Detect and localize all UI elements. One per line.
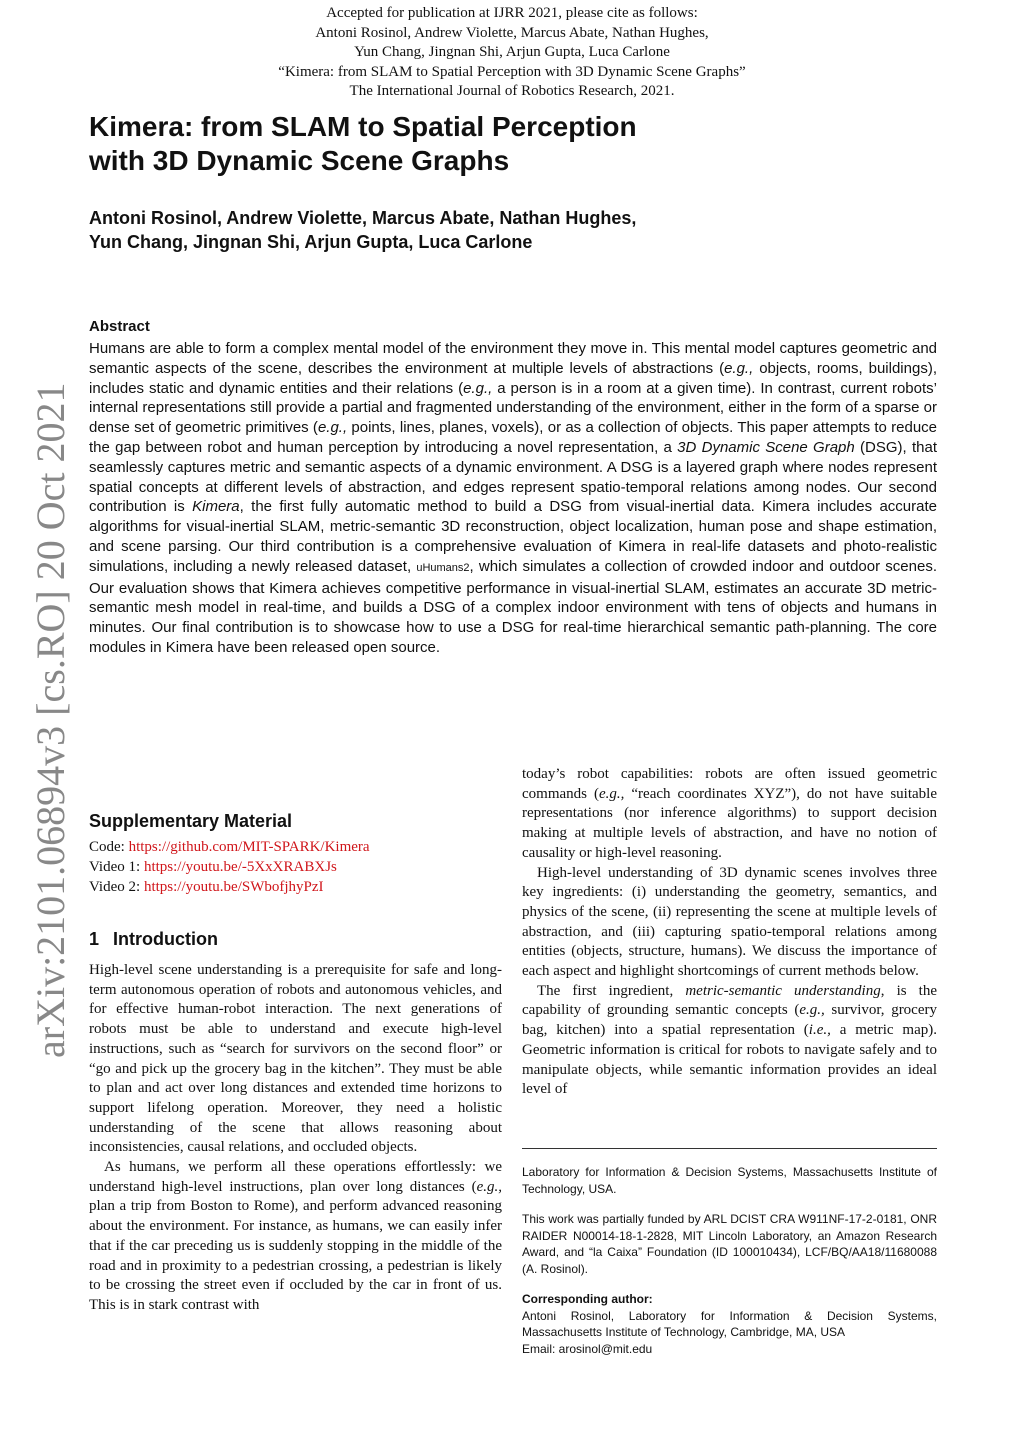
abstract-text: , the first fully automatic method to build a DSG from visual-inertial data. Kimera includes accurate algorithms for visual-inertial SLAM, metric-semantic 3D reconstruction, object localization, human pose and shape estimation, and scene parsing. Our third contribution is a comprehensive evaluation of Kimera in real-life datasets and photo-realistic simulations, including a newly released dataset, xyxy=(89,498,938,575)
notice-line: Yun Chang, Jingnan Shi, Arjun Gupta, Luca Carlone xyxy=(354,44,670,60)
abstract-text: a person is in a room at a given time). In contrast, current robots’ internal representations still provide a partial and fragmented understanding of the environment, either in the form of a sparse or dense set of geometric primitives ( xyxy=(89,379,937,437)
notice-line: “Kimera: from SLAM to Spatial Perception with 3D Dynamic Scene Graphs” xyxy=(278,63,746,80)
paragraph xyxy=(522,765,937,864)
video-1-link[interactable]: https://youtu.be/-5XxXRABXJs xyxy=(143,858,337,875)
paragraph-text: plan a trip from Boston to Rome), and perform advanced reasoning about the environment. For instance, as humans, we can easily infer that if the car preceding us is suddenly stopping in the middle of the road and in proximity to a pedestrian crossing, a pedestrian is likely to be crossing the street even if occluded by the car in front of us. This is in stark contrast with xyxy=(89,1198,502,1313)
supplementary-label: Video 2: xyxy=(89,878,144,895)
section-number: 1 xyxy=(89,929,100,949)
arxiv-stamp: arXiv:2101.06894v3 [cs.RO] 20 Oct 2021 xyxy=(28,382,73,1058)
abstract-heading: Abstract xyxy=(89,318,150,335)
title-line: with 3D Dynamic Scene Graphs xyxy=(89,145,510,176)
notice-line: The International Journal of Robotics Research, 2021. xyxy=(349,83,675,99)
abstract-emphasis: 3D Dynamic Scene Graph xyxy=(677,438,855,456)
abstract-emphasis: Kimera xyxy=(192,498,240,516)
code-link[interactable]: https://github.com/MIT-SPARK/Kimera xyxy=(128,839,370,855)
author-line: Antoni Rosinol, Andrew Violette, Marcus Abate, Nathan Hughes, xyxy=(89,208,637,228)
paragraph: High-level scene understanding is a prerequisite for safe and long-term autonomous operation of robots and autonomous vehicles, and for effective human-robot interaction. The next generations of robots must be able to understand and execute high-level instructions, such as “search for survivors on the second floor” or “go and pick up the grocery bag in the kitchen”. They must be able to plan and act over long distances and extended time horizons to support lifelong operation. Moreover, they need a holistic understanding of the scene that allows reasoning about inconsistencies, causal relations, and occluded objects. xyxy=(89,962,502,1156)
paragraph-emphasis: e.g., xyxy=(476,1178,502,1195)
corresponding-email[interactable]: Email: arosinol@mit.edu xyxy=(522,1341,653,1356)
paragraph-text: “reach coordinates XYZ”), do not have suitable representations (nor inference algorithms) to support decision making at multiple levels of abstraction, and have no notion of causality or high-level reasoning. xyxy=(522,785,938,861)
abstract-body xyxy=(89,339,937,658)
left-column xyxy=(89,961,502,1316)
abstract-text: (DSG), that seamlessly captures metric and semantic aspects of a dynamic environment. A DSG is a layered graph where nodes represent spatial concepts at different levels of abstraction, and edges represent spatio-temporal relations among nodes. Our second contribution is xyxy=(89,438,937,516)
section-heading xyxy=(89,929,218,950)
paragraph-text: today’s robot capabilities: robots are often issued geometric commands ( xyxy=(522,766,937,802)
dataset-name: uHumans2 xyxy=(416,561,470,574)
notice-line: Accepted for publication at IJRR 2021, please cite as follows: xyxy=(326,5,698,21)
paragraph xyxy=(522,982,937,1100)
affiliation-note: Laboratory for Information & Decision Systems, Massachusetts Institute of Technology, USA. xyxy=(522,1165,937,1196)
right-column xyxy=(522,765,937,1100)
paragraph xyxy=(89,1158,502,1316)
paragraph-text: a metric map). Geometric information is critical for robots to navigate safely and to manipulate objects, while semantic information provides an ideal level of xyxy=(522,1022,937,1098)
supplementary-item xyxy=(89,838,370,858)
supplementary-item xyxy=(89,858,370,878)
corresponding-author xyxy=(522,1291,937,1357)
abstract-text: points, lines, planes, voxels), or as a collection of objects. This paper attempts to reduce the gap between robot and human perception by introducing a novel representation, a xyxy=(89,419,937,456)
author-line: Yun Chang, Jingnan Shi, Arjun Gupta, Luca Carlone xyxy=(89,232,533,252)
supplementary-label: Video 1: xyxy=(89,858,144,875)
corresponding-title: Corresponding author: xyxy=(522,1292,653,1306)
video-2-link[interactable]: https://youtu.be/SWbofjhyPzI xyxy=(143,878,324,895)
footnote-divider xyxy=(522,1148,937,1149)
abstract-emphasis: e.g., xyxy=(463,379,493,397)
title-line: Kimera: from SLAM to Spatial Perception xyxy=(89,111,637,142)
author-list xyxy=(89,206,789,254)
abstract-emphasis: e.g., xyxy=(724,359,754,377)
abstract-emphasis: e.g., xyxy=(317,419,348,437)
supplementary-list xyxy=(89,838,370,897)
supplementary-item xyxy=(89,878,370,898)
corresponding-text: Antoni Rosinol, Laboratory for Information & Decision Systems, Massachusetts Institute of Technology, Cambridge, MA, USA xyxy=(522,1308,937,1339)
paragraph-emphasis: e.g., xyxy=(799,1002,825,1019)
paragraph-emphasis: metric-semantic understanding xyxy=(685,982,881,999)
abstract-text: objects, rooms, buildings), includes static and dynamic entities and their relations ( xyxy=(89,359,937,397)
abstract-text: , which simulates a collection of crowded indoor and outdoor scenes. Our evaluation shows that Kimera achieves competitive performance in visual-inertial SLAM, estimates an accurate 3D metric-semantic mesh model in real-time, and builds a DSG of a complex indoor environment with tens of objects and humans in minutes. Our final contribution is to showcase how to use a DSG for real-time hierarchical semantic path-planning. The core modules in Kimera have been released open source. xyxy=(89,557,938,656)
abstract-text: Humans are able to form a complex mental model of the environment they move in. This mental model captures geometric and semantic aspects of the scene, describes the environment at multiple levels of abstractions ( xyxy=(89,340,937,377)
paragraph-text: survivor, grocery bag, kitchen) into a spatial representation ( xyxy=(522,1002,937,1039)
paragraph-emphasis: i.e., xyxy=(808,1022,831,1039)
paragraph: High-level understanding of 3D dynamic scenes involves three key ingredients: (i) understanding the geometry, semantics, and physics of the scene, (ii) representing the scene at multiple levels of abstraction, and (iii) capturing spatio-temporal relations among entities (objects, structure, humans). We discuss the importance of each aspect and highlight shortcomings of current methods below. xyxy=(522,864,937,980)
citation-notice xyxy=(0,4,1024,102)
notice-line: Antoni Rosinol, Andrew Violette, Marcus Abate, Nathan Hughes, xyxy=(315,24,709,41)
funding-note: This work was partially funded by ARL DCIST CRA W911NF-17-2-0181, ONR RAIDER N00014-18-1-2828, MIT Lincoln Laboratory, an Amazon Research Award, and “la Caixa” Foundation (ID 100010434), LCF/BQ/AA18/11680088 (A. Rosinol). xyxy=(522,1212,937,1276)
paragraph-text: The first ingredient, xyxy=(537,982,686,999)
footnotes xyxy=(522,1164,937,1357)
paragraph-emphasis: e.g., xyxy=(598,785,625,802)
supplementary-heading: Supplementary Material xyxy=(89,811,293,831)
paper-title xyxy=(89,110,789,178)
paragraph-text: As humans, we perform all these operations effortlessly: we understand high-level instructions, plan over long distances ( xyxy=(89,1159,502,1195)
paragraph-text: , is the capability of grounding semantic concepts ( xyxy=(522,982,937,1019)
section-title: Introduction xyxy=(113,929,218,949)
supplementary-label: Code: xyxy=(89,839,129,855)
